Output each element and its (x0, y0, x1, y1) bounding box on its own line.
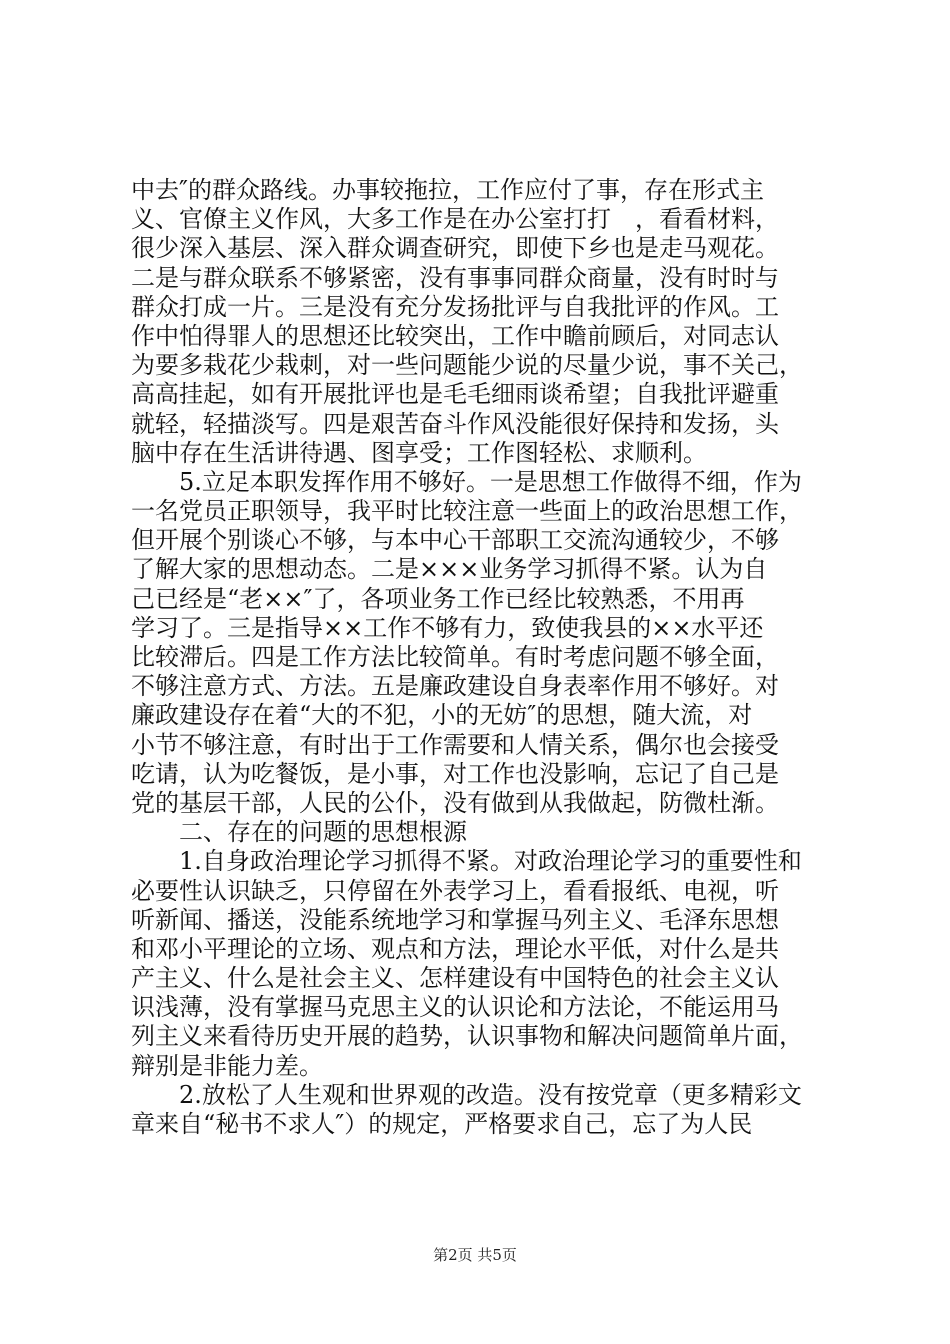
text-line: 中去″的群众路线。办事较拖拉，工作应付了事，存在形式主 (131, 176, 764, 204)
text-line: 章来自“秘书不求人″）的规定，严格要求自己，忘了为人民 (131, 1110, 753, 1138)
text-line: 和邓小平理论的立场、观点和方法，理论水平低，对什么是共 (131, 934, 779, 963)
text-line: 为要多栽花少栽刺，对一些问题能少说的尽量少说，事不关己， (131, 351, 803, 380)
text-line: 己已经是“老××″了，各项业务工作已经比较熟悉，不用再 (131, 584, 745, 613)
text-line: 2.放松了人生观和世界观的改造。没有按党章（更多精彩文 (131, 1080, 802, 1109)
text-line: 比较滞后。四是工作方法比较简单。有时考虑问题不够全面， (131, 643, 779, 671)
text-line: 列主义来看待历史开展的趋势，认识事物和解决问题简单片面， (131, 1022, 803, 1051)
text-line: 一名党员正职领导，我平时比较注意一些面上的政治思想工作， (131, 497, 803, 526)
text-line: 必要性认识缺乏，只停留在外表学习上，看看报纸、电视，听 (131, 876, 779, 905)
text-line: 很少深入基层、深入群众调查研究，即使下乡也是走马观花。 (131, 234, 779, 263)
text-line: 听新闻、播送，没能系统地学习和掌握马列主义、毛泽东思想 (131, 905, 779, 934)
text-line: 就轻，轻描淡写。四是艰苦奋斗作风没能很好保持和发扬，头 (131, 409, 779, 438)
text-line: 党的基层干部，人民的公仆，没有做到从我做起，防微杜渐。 (131, 788, 779, 817)
page-footer: 第2页 共5页 (433, 1246, 517, 1264)
text-line: 吃请，认为吃餐饭，是小事，对工作也没影响，忘记了自己是 (131, 759, 779, 788)
text-line: 群众打成一片。三是没有充分发扬批评与自我批评的作风。工 (131, 292, 779, 321)
text-line: 学习了。三是指导××工作不够有力，致使我县的××水平还 (131, 613, 764, 642)
text-line: 脑中存在生活讲待遇、图享受；工作图轻松、求顺利。 (131, 438, 707, 467)
text-line: 义、官僚主义作风，大多工作是在办公室打打 ，看看材料， (131, 205, 779, 234)
text-line: 作中怕得罪人的思想还比较突出，工作中瞻前顾后，对同志认 (131, 321, 779, 350)
text-line: 二、存在的问题的思想根源 (131, 818, 467, 847)
body-text (131, 176, 831, 1139)
text-line: 辩别是非能力差。 (131, 1051, 323, 1080)
text-line: 二是与群众联系不够紧密，没有事事同群众商量，没有时时与 (131, 263, 779, 292)
text-line: 产主义、什么是社会主义、怎样建设有中国特色的社会主义认 (131, 964, 779, 993)
text-line: 了解大家的思想动态。二是×××业务学习抓得不紧。认为自 (131, 555, 768, 584)
text-line: 但开展个别谈心不够，与本中心干部职工交流沟通较少，不够 (131, 526, 779, 555)
text-line: 1.自身政治理论学习抓得不紧。对政治理论学习的重要性和 (131, 847, 802, 876)
text-line: 不够注意方式、方法。五是廉政建设自身表率作用不够好。对 (131, 672, 779, 701)
text-line: 廉政建设存在着“大的不犯，小的无妨″的思想，随大流，对 (131, 701, 753, 730)
text-line: 高高挂起，如有开展批评也是毛毛细雨谈希望；自我批评避重 (131, 380, 779, 409)
text-line: 识浅薄，没有掌握马克思主义的认识论和方法论，不能运用马 (131, 993, 779, 1022)
text-line: 小节不够注意，有时出于工作需要和人情关系，偶尔也会接受 (131, 730, 779, 759)
text-line: 5.立足本职发挥作用不够好。一是思想工作做得不细，作为 (131, 467, 802, 496)
